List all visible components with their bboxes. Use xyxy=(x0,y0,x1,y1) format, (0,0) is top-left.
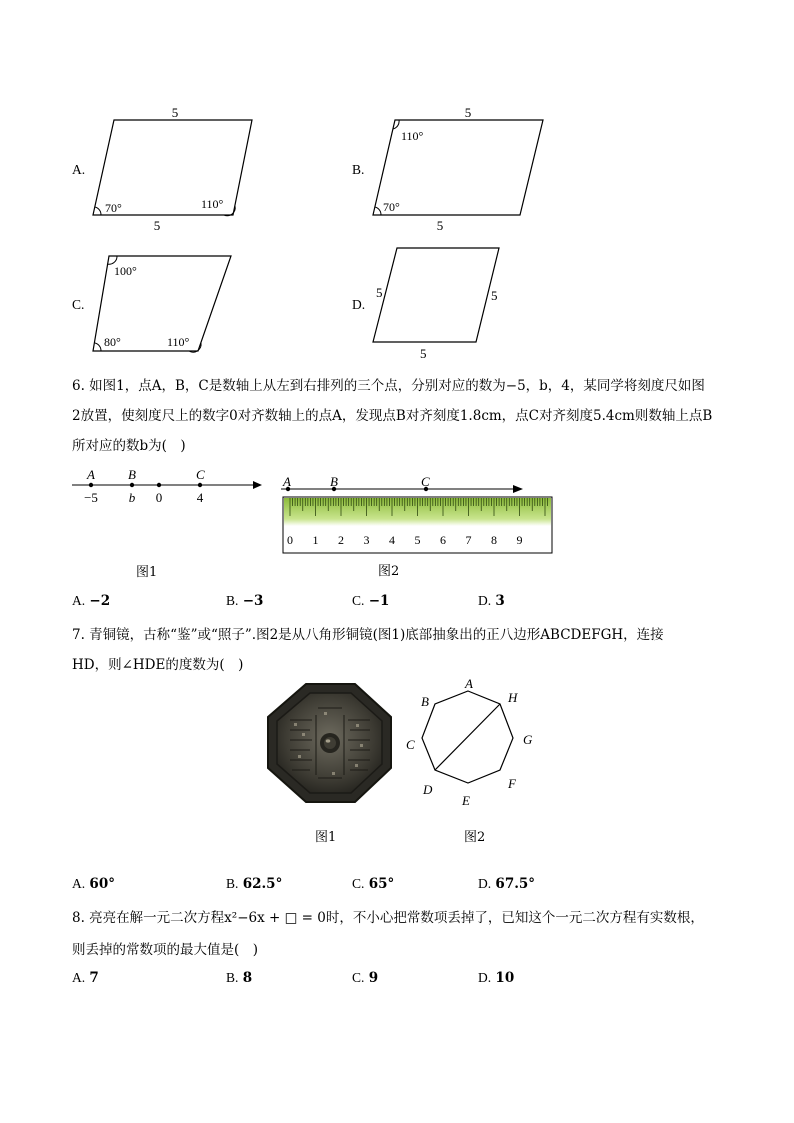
q5-option-b-figure xyxy=(365,100,555,235)
q6-fig2-point-a: A xyxy=(283,474,291,489)
q6-fig1-point-a: A xyxy=(87,467,95,482)
q6-option-a: A. −2 xyxy=(72,593,111,609)
ruler-digit: 8 xyxy=(491,533,497,547)
q7-label-d: D xyxy=(423,782,433,797)
ruler-digit: 0 xyxy=(287,533,293,547)
q6-text-line-3: 所对应的数b为( ) xyxy=(72,438,186,454)
ruler-digit: 9 xyxy=(516,533,523,547)
ruler-digit: 4 xyxy=(389,533,395,547)
q8-text-line-1: 8. 亮亮在解一元二次方程x²−6x + □ = 0时，不小心把常数项丢掉了，已知这个一元二次方程有实数根， xyxy=(72,910,704,926)
q7-text-line-2: HD，则∠HDE的度数为( ) xyxy=(72,657,244,673)
q5-a-top-label: 5 xyxy=(171,105,179,120)
q5-d-left-label: 5 xyxy=(376,285,383,300)
q5-option-c-letter: C. xyxy=(72,297,85,312)
q5-d-right-label: 5 xyxy=(491,288,498,303)
q5-c-angle-110: 110° xyxy=(167,335,190,349)
ruler-digit: 5 xyxy=(414,533,421,547)
q6-option-d: D. 3 xyxy=(478,593,505,609)
ruler-digit: 3 xyxy=(363,533,370,547)
q5-options xyxy=(0,100,794,360)
q5-c-angle-100: 100° xyxy=(114,264,137,278)
q5-d-bottom-label: 5 xyxy=(420,346,427,361)
q6-figure2-ruler xyxy=(275,470,560,560)
q7-octagon-diagram xyxy=(400,672,545,812)
q5-c-angle-80: 80° xyxy=(104,335,121,349)
q6-fig1-num-0: 0 xyxy=(155,490,163,505)
q6-fig1-num-4: 4 xyxy=(196,490,204,505)
q5-b-angle-70: 70° xyxy=(383,200,400,214)
q5-option-b-letter: B. xyxy=(352,162,365,177)
q7-label-b: B xyxy=(421,694,429,709)
q5-b-angle-110: 110° xyxy=(401,129,424,143)
q5-option-a-figure xyxy=(85,100,265,235)
q7-label-e: E xyxy=(462,793,470,808)
q5-option-a-letter: A. xyxy=(72,162,86,177)
q7-text-line-1: 7. 青铜镜，古称“鉴”或“照子”.图2是从八角形铜镜(图1)底部抽象出的正八边形ABCDEFGH，连接 xyxy=(72,627,664,643)
q7-option-d: D. 67.5° xyxy=(478,876,536,892)
q5-a-angle-70: 70° xyxy=(105,201,122,215)
q7-option-c: C. 65° xyxy=(352,876,395,892)
q5-b-bottom-label: 5 xyxy=(436,218,444,233)
q8-option-b: B. 8 xyxy=(226,970,253,986)
q6-option-b: B. −3 xyxy=(226,593,264,609)
q6-figure1-number-line xyxy=(70,465,270,515)
q6-figure1-caption: 图1 xyxy=(136,565,158,580)
q7-option-a: A. 60° xyxy=(72,876,115,892)
q5-option-d-figure xyxy=(365,245,515,365)
q6-text-line-1: 6. 如图1，点A，B，C是数轴上从左到右排列的三个点，分别对应的数为−5，b，4，某同学将刻度尺如图 xyxy=(72,378,705,394)
q6-text-line-2: 2放置，使刻度尺上的数字0对齐数轴上的点A，发现点B对齐刻度1.8cm，点C对齐刻度5.4cm则数轴上点B xyxy=(72,408,713,424)
q5-a-angle-110: 110° xyxy=(201,197,224,211)
q6-fig2-point-c: C xyxy=(421,474,430,489)
q6-figure2-caption: 图2 xyxy=(378,564,400,579)
q7-bronze-mirror-photo xyxy=(260,680,400,810)
q7-label-a: A xyxy=(465,676,473,691)
q7-label-g: G xyxy=(523,732,533,747)
ruler-digit: 2 xyxy=(338,533,344,547)
q5-option-d-letter: D. xyxy=(352,297,366,312)
q6-fig1-num-minus5: −5 xyxy=(84,490,98,505)
q6-fig1-num-b: b xyxy=(128,490,136,505)
q8-option-c: C. 9 xyxy=(352,970,379,986)
q5-a-bottom-label: 5 xyxy=(153,218,161,233)
q7-figure2-caption: 图2 xyxy=(464,830,486,845)
q7-label-f: F xyxy=(508,776,516,791)
q7-figure1-caption: 图1 xyxy=(315,830,337,845)
ruler-digit: 7 xyxy=(465,533,472,547)
q6-fig2-point-b: B xyxy=(330,474,338,489)
q6-fig1-point-b: B xyxy=(128,467,136,482)
ruler-digit: 6 xyxy=(440,533,446,547)
q5-b-top-label: 5 xyxy=(464,105,472,120)
q5-option-c-figure xyxy=(85,250,245,355)
ruler-digit: 1 xyxy=(312,533,319,547)
q7-label-h: H xyxy=(508,690,518,705)
q8-option-a: A. 7 xyxy=(72,970,99,986)
q6-option-c: C. −1 xyxy=(352,593,390,609)
q6-fig1-point-c: C xyxy=(196,467,205,482)
q7-label-c: C xyxy=(406,737,415,752)
q8-text-line-2: 则丢掉的常数项的最大值是( ) xyxy=(72,942,259,958)
q8-option-d: D. 10 xyxy=(478,970,515,986)
q7-option-b: B. 62.5° xyxy=(226,876,283,892)
